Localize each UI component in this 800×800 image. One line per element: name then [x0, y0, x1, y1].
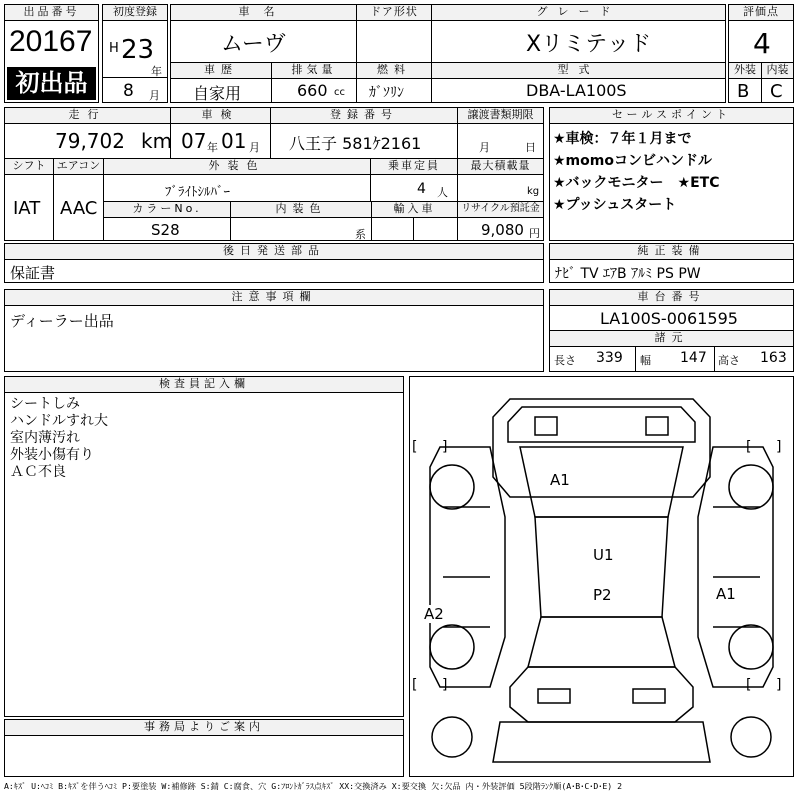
aircon: AAC: [60, 198, 98, 219]
damage-mark-right: A1: [716, 585, 736, 603]
history: 自家用: [193, 84, 242, 103]
model: DBA-LA100S: [526, 81, 627, 100]
fuel-label: 燃料: [357, 63, 431, 79]
dims-label: 諸元: [550, 331, 793, 347]
ext-color-label: 外装色: [104, 159, 370, 175]
car-diagram: [409, 376, 794, 777]
exterior-color: ﾌﾞﾗｲﾄｼﾙﾊﾞｰ: [165, 185, 230, 200]
door-label: ドア形状: [357, 5, 431, 21]
lot-number: 20167: [9, 25, 93, 58]
inspector-note-1: シートしみ: [10, 396, 80, 412]
interior-grade: C: [770, 81, 783, 102]
grade-label: グレード: [432, 5, 725, 21]
header-section: [4, 4, 794, 103]
bracket-close-1: ]: [442, 439, 448, 455]
interior-label: 内装: [762, 63, 793, 79]
registration-number: 八王子 581ｹ2161: [289, 134, 422, 153]
displacement-label: 排気量: [272, 63, 356, 79]
chassis-label: 車台番号: [550, 290, 793, 306]
sales-points-label: セールスポイント: [550, 108, 793, 124]
load-unit: kg: [527, 186, 540, 197]
length-label: 長さ: [554, 354, 576, 367]
sales-point-3: ★バックモニター ★ETC: [553, 175, 720, 191]
year-unit: 年: [151, 65, 162, 78]
width-label: 幅: [640, 354, 651, 367]
exterior-grade: B: [737, 81, 750, 102]
first-listing-badge: 初出品: [7, 67, 96, 100]
inspection-label: 車検: [171, 108, 270, 124]
bracket-close-2: ]: [776, 439, 782, 455]
era: H: [109, 41, 119, 56]
height: 163: [760, 350, 787, 366]
first-registration-year: 23: [121, 35, 155, 65]
lot-number-label: 出品番号: [5, 5, 98, 21]
inspection-year: 07: [181, 129, 207, 153]
inspector-note-2: ハンドルすれ大: [10, 413, 108, 429]
sales-point-2: ★momoコンビハンドル: [553, 153, 712, 169]
car-name: ムーヴ: [221, 32, 286, 57]
bracket-open-1: [: [412, 439, 418, 455]
recycle-fee: 9,080: [481, 221, 524, 239]
reg-no-label: 登録番号: [271, 108, 457, 124]
int-color-unit: 系: [355, 228, 366, 241]
inspector-box: [4, 376, 404, 717]
sales-point-1: ★車検：７年１月まで: [553, 131, 692, 147]
inspector-note-4: 外装小傷有り: [10, 447, 94, 463]
displacement: 660: [297, 81, 328, 100]
damage-mark-center: U1: [593, 546, 614, 564]
sales-point-4: ★プッシュスタート: [553, 197, 677, 213]
legend: A:ｷｽﾞ U:ﾍｺﾐ B:ｷｽﾞを伴うﾍｺﾐ P:要塗装 W:補修跡 S:錆 C:腐食、穴 G:ﾌﾛﾝﾄｶﾞﾗｽ点ｷｽﾞ XX:交換済み X:要交換 欠:欠品 内・外装評価 5段階ﾗﾝｸ順(A･B･C･D･E) 2: [4, 781, 623, 791]
bracket-open-4: [: [746, 677, 752, 693]
car-diagram-svg: [410, 377, 793, 776]
genuine-equipment-box: [549, 243, 794, 283]
details-box: [4, 107, 544, 241]
inspection-month-unit: 月: [249, 141, 260, 154]
sales-points-box: [549, 107, 794, 241]
transfer-month: 月: [479, 141, 490, 154]
car-info-box: [170, 4, 726, 103]
damage-mark-lower: P2: [593, 586, 612, 604]
first-registration-label: 初度登録: [103, 5, 167, 21]
displacement-unit: cc: [334, 87, 345, 98]
score-box: [728, 4, 794, 103]
mileage: 79,702: [55, 129, 125, 153]
aircon-label: エアコン: [54, 159, 103, 175]
bracket-open-2: [: [746, 439, 752, 455]
capacity: 4: [417, 181, 426, 197]
notes-value: ディーラー出品: [10, 312, 114, 330]
exterior-label: 外装: [729, 63, 761, 79]
score: 4: [753, 27, 771, 60]
capacity-unit: 人: [437, 186, 448, 199]
office-label: 事務局よりご案内: [5, 720, 403, 736]
notes-label: 注意事項欄: [5, 290, 543, 306]
capacity-label: 乗車定員: [371, 159, 457, 175]
width: 147: [680, 350, 707, 366]
mileage-label: 走行: [5, 108, 170, 124]
chassis-box: [549, 289, 794, 372]
shift-label: シフト: [5, 159, 53, 175]
load-label: 最大積載量: [458, 159, 543, 175]
later-parts-value: 保証書: [10, 264, 56, 282]
import-label: 輸入車: [372, 202, 457, 218]
color-no-label: カラーNo.: [104, 202, 230, 218]
inspector-label: 検査員記入欄: [5, 377, 403, 393]
bracket-open-3: [: [412, 677, 418, 693]
first-registration-box: [102, 4, 168, 103]
damage-mark-left: A2: [424, 605, 444, 623]
shift: IAT: [13, 198, 41, 219]
later-parts-label: 後日発送部品: [5, 244, 543, 260]
genuine-equipment-value: ﾅﾋﾞ TV ｴｱB ｱﾙﾐ PS PW: [555, 266, 701, 282]
model-label: 型式: [432, 63, 725, 79]
height-label: 高さ: [718, 354, 740, 367]
grade: Xリミテッド: [526, 32, 652, 57]
first-registration-month: 8: [123, 81, 134, 101]
inspector-note-3: 室内薄汚れ: [10, 430, 80, 446]
bracket-close-4: ]: [776, 677, 782, 693]
notes-box: [4, 289, 544, 372]
damage-mark-roof: A1: [550, 471, 570, 489]
score-label: 評価点: [729, 5, 793, 21]
chassis-number: LA100S-0061595: [600, 309, 738, 328]
length: 339: [596, 350, 623, 366]
inspection-year-unit: 年: [207, 141, 218, 154]
month-unit: 月: [149, 89, 160, 102]
genuine-equipment-label: 純正装備: [550, 244, 793, 260]
bracket-close-3: ]: [442, 677, 448, 693]
color-number: S28: [151, 221, 180, 239]
office-box: [4, 719, 404, 777]
lot-number-box: [4, 4, 99, 103]
later-parts-box: [4, 243, 544, 283]
car-name-label: 車名: [171, 5, 356, 21]
fuel: ｶﾞｿﾘﾝ: [369, 85, 404, 101]
recycle-unit: 円: [529, 227, 540, 240]
inspection-month: 01: [221, 129, 247, 153]
int-color-label: 内装色: [231, 202, 371, 218]
inspector-note-5: ＡＣ不良: [10, 464, 66, 480]
transfer-day: 日: [525, 141, 536, 154]
history-label: 車歴: [171, 63, 271, 79]
recycle-label: リサイクル預託金: [458, 202, 543, 218]
transfer-label: 譲渡書類期限: [458, 108, 543, 124]
mileage-unit: km: [141, 129, 173, 153]
